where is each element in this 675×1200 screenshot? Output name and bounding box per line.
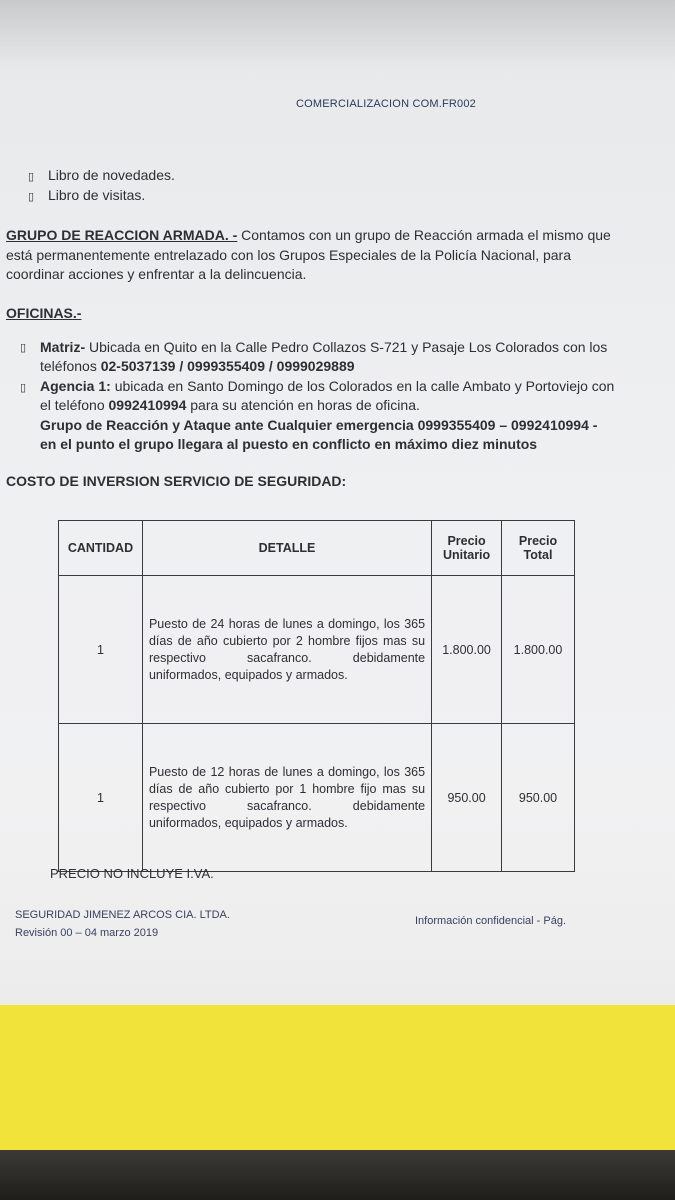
agencia-label: Agencia 1: [40,378,111,394]
agencia-phone: 0992410994 [108,397,187,413]
column-header: Precio Unitario [432,521,502,576]
footer-company: SEGURIDAD JIMENEZ ARCOS CIA. LTDA. [15,909,230,921]
matriz-line [40,339,607,355]
agencia-address: ubicada en Santo Domingo de los Colorados en la calle Ambato y Portoviejo con [114,378,615,394]
document-code: COMERCIALIZACION COM.FR002 [296,98,477,110]
dark-surface [0,1150,675,1200]
matriz-phones-label: teléfonos [40,358,97,374]
grupo-emergencia-line: Grupo de Reacción y Ataque ante Cualquier emergencia 0999355409 – 0992410994 - [40,417,598,433]
agencia-phone-line [40,397,420,413]
grupo-paragraph-line [6,227,611,243]
column-header: CANTIDAD [59,521,143,576]
cell-cantidad: 1 [59,724,143,872]
table-row [59,576,575,724]
grupo-paragraph-line: coordinar acciones y enfrentar a la delincuencia. [6,266,307,282]
book-item: Libro de visitas. [48,187,146,203]
cost-table [58,520,575,872]
bullet-icon: ▯ [28,171,35,183]
cell-cantidad: 1 [59,576,143,724]
matriz-phones: 02-5037139 / 0999355409 / 0999029889 [100,358,355,374]
costo-title: COSTO DE INVERSION SERVICIO DE SEGURIDAD: [6,473,347,489]
agencia-hours: para su atención en horas de oficina. [190,397,420,413]
cell-detalle: Puesto de 24 horas de lunes a domingo, los 365 días de año cubierto por 2 hombre fijos mas su respectivo sacafranco. debidamente uniformados, equipados y armados. [142,576,431,724]
bullet-icon: ▯ [20,342,27,354]
cell-unitario: 1.800.00 [432,576,502,724]
grupo-paragraph-line: está permanentemente entrelazado con los Grupos Especiales de la Policía Nacional, para [6,247,571,263]
grupo-text: Contamos con un grupo de Reacción armada el mismo que [241,227,611,243]
cell-total: 1.800.00 [502,576,575,724]
column-header: DETALLE [142,521,431,576]
oficinas-title: OFICINAS.- [6,305,82,321]
bullet-icon: ▯ [28,191,35,203]
agencia-phone-label: el teléfono [40,397,105,413]
matriz-address: Ubicada en Quito en la Calle Pedro Collazos S-721 y Pasaje Los Colorados con los [89,339,608,355]
table-header-row [59,521,575,576]
grupo-emergencia-line: en el punto el grupo llegara al puesto en conflicto en máximo diez minutos [40,436,538,452]
matriz-label: Matriz- [40,339,86,355]
cell-unitario: 950.00 [432,724,502,872]
bullet-icon: ▯ [20,382,27,394]
page-shadow [0,0,675,70]
matriz-phones-line [40,358,355,374]
book-item: Libro de novedades. [48,167,175,183]
footer-revision: Revisión 00 – 04 marzo 2019 [15,927,159,939]
column-header: Precio Total [502,521,575,576]
table-row [59,724,575,872]
cell-total: 950.00 [502,724,575,872]
agencia-line [40,378,614,394]
iva-note: PRECIO NO INCLUYE I.VA. [50,866,214,881]
footer-confidential: Información confidencial - Pág. [415,915,567,927]
cell-detalle: Puesto de 12 horas de lunes a domingo, los 365 días de año cubierto por 1 hombre fijo mas su respectivo sacafranco. debidamente uniformados, equipados y armados. [142,724,431,872]
grupo-title: GRUPO DE REACCION ARMADA. - [6,227,238,243]
